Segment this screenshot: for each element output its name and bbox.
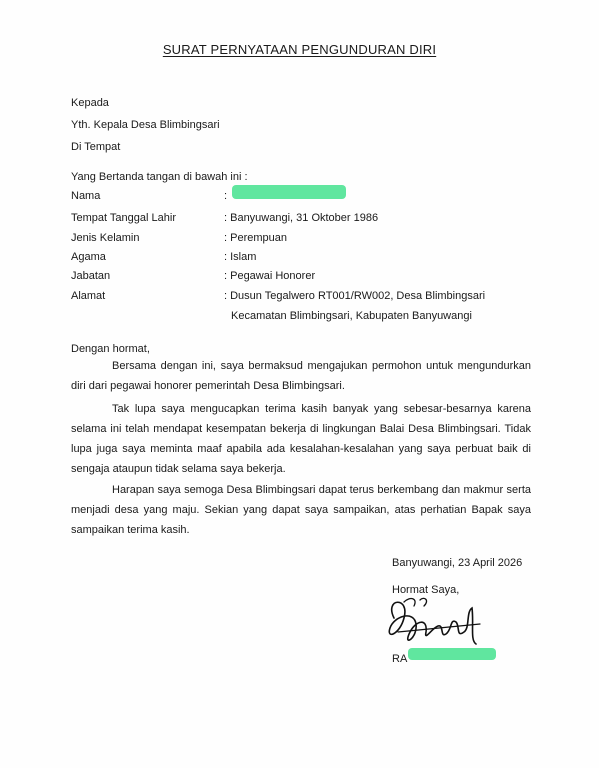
field-value-position: : Pegawai Honorer <box>224 270 316 282</box>
field-value-religion: : Islam <box>224 251 257 263</box>
greeting: Dengan hormat, <box>71 343 150 355</box>
field-label-religion: Agama <box>71 251 106 263</box>
recipient-line-2: Yth. Kepala Desa Blimbingsari <box>71 119 220 131</box>
address-line-2: Kecamatan Blimbingsari, Kabupaten Banyuwangi <box>231 310 472 322</box>
field-label-nama: Nama <box>71 190 101 202</box>
signer-redaction <box>408 648 496 660</box>
field-value-gender: : Perempuan <box>224 232 287 244</box>
field-label-address: Alamat <box>71 290 106 302</box>
closing-place-date: Banyuwangi, 23 April 2026 <box>392 557 523 569</box>
recipient-line-1: Kepada <box>71 97 109 109</box>
field-value-nama: : <box>224 190 228 202</box>
field-label-position: Jabatan <box>71 270 111 282</box>
signer-name: RA <box>392 653 408 665</box>
name-redaction <box>232 185 346 199</box>
closing-salutation: Hormat Saya, <box>392 584 460 596</box>
paragraph-2 <box>71 399 531 479</box>
field-value-ttl: : Banyuwangi, 31 Oktober 1986 <box>224 212 379 224</box>
field-value-address: : Dusun Tegalwero RT001/RW002, Desa Blimbingsari <box>224 290 486 302</box>
intro-text: Yang Bertanda tangan di bawah ini : <box>71 171 248 183</box>
paragraph-2-text: Tak lupa saya mengucapkan terima kasih banyak yang sebesar-besarnya karena selama ini telah mendapat kesempatan bekerja di lingkungan Balai Desa Blimbingsari. Tidak lupa juga saya meminta maaf apabila ada kesalahan-kesalahan yang saya perbuat baik di sengaja ataupun tidak selama saya bekerja. <box>71 403 531 475</box>
field-label-gender: Jenis Kelamin <box>71 232 140 244</box>
field-label-ttl: Tempat Tanggal Lahir <box>71 212 176 224</box>
paragraph-3 <box>71 480 531 540</box>
paragraph-1 <box>71 356 531 396</box>
letter-title: SURAT PERNYATAAN PENGUNDURAN DIRI <box>162 42 437 57</box>
paragraph-3-text: Harapan saya semoga Desa Blimbingsari dapat terus berkembang dan makmur serta menjadi desa yang maju. Sekian yang dapat saya sampaikan, atas perhatian Bapak saya sampaikan terima kasih. <box>71 484 531 536</box>
paragraph-1-text: Bersama dengan ini, saya bermaksud mengajukan permohon untuk mengundurkan diri dari pegawai honorer pemerintah Desa Blimbingsari. <box>71 360 531 392</box>
recipient-line-3: Di Tempat <box>71 141 121 153</box>
